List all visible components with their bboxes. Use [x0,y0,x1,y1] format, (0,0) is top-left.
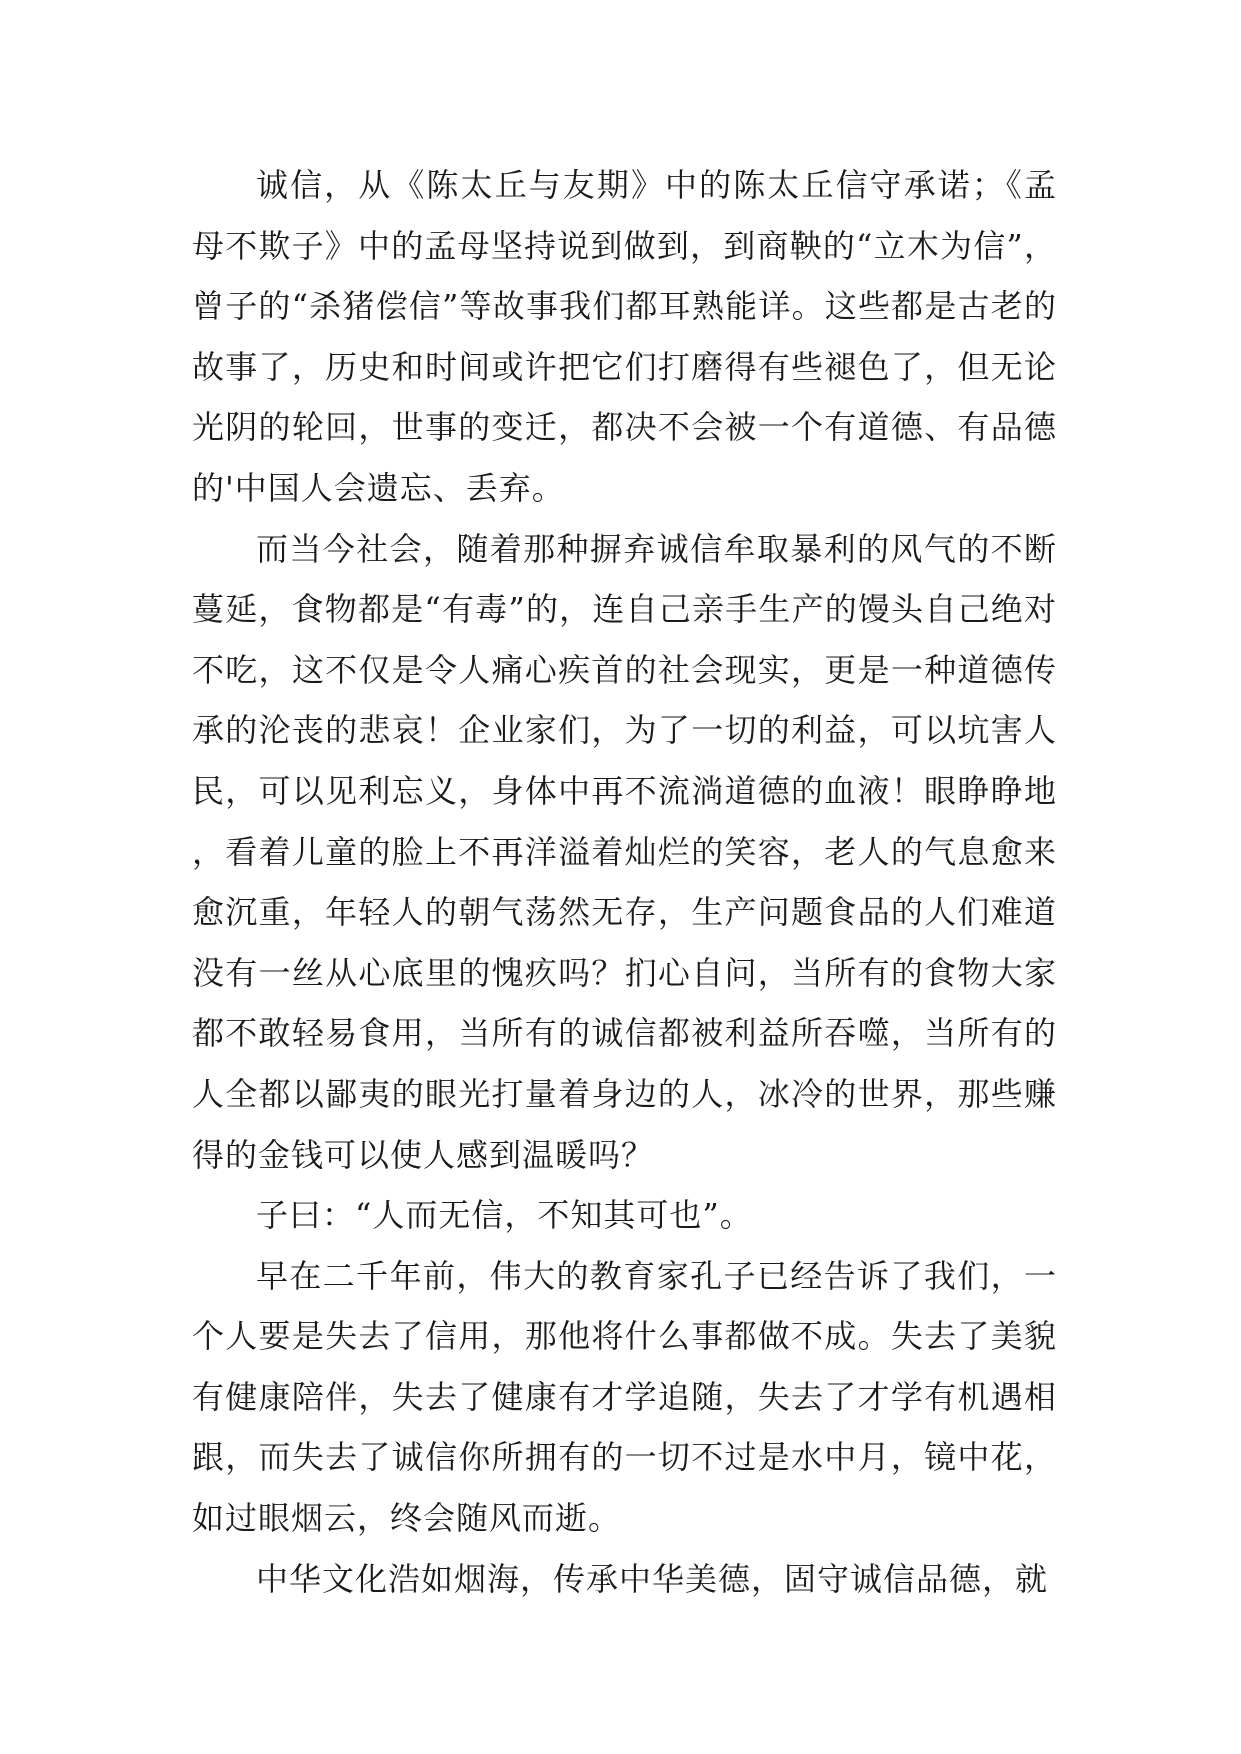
paragraph-5: 中华文化浩如烟海，传承中华美德，固守诚信品德，就 [256,1559,1049,1598]
paragraph-3: 子曰：“人而无信，不知其可也”。 [256,1196,753,1235]
paragraph-2: 而当今社会，随着那种摒弃诚信牟取暴利的风气的不断蔓延，食物都是“有毒”的，连自己亲手生产的馒头自己绝对不吃，这不仅是令人痛心疾首的社会现实，更是一种道德传承的沦丧的悲哀！企业家们，为了一切的利益，可以坑害人民，可以见利忘义，身体中再不流淌道德的血液！眼睁睁地，看着儿童的脸上不再洋溢着灿烂的笑容，老人的气息愈来愈沉重，年轻人的朝气荡然无存，生产问题食品的人们难道没有一丝从心底里的愧疚吗？扪心自问，当所有的食物大家都不敢轻易食用，当所有的诚信都被利益所吞噬，当所有的人全都以鄙夷的眼光打量着身边的人，冰冷的世界，那些赚得的金钱可以使人感到温暖吗？ [192,529,1057,1174]
paragraph-1: 诚信，从《陈太丘与友期》中的陈太丘信守承诺；《孟母不欺子》中的孟母坚持说到做到，到商鞅的“立木为信”，曾子的“杀猪偿信”等故事我们都耳熟能详。这些都是古老的故事了，历史和时间或许把它们打磨得有些褪色了，但无论光阴的轮回，世事的变迁，都决不会被一个有道德、有品德的'中国人会遗忘、丢弃。 [192,166,1057,507]
paragraph-4: 早在二千年前，伟大的教育家孔子已经告诉了我们，一个人要是失去了信用，那他将什么事都做不成。失去了美貌有健康陪伴，失去了健康有才学追随，失去了才学有机遇相跟，而失去了诚信你所拥有的一切不过是水中月，镜中花，如过眼烟云，终会随风而逝。 [192,1256,1057,1538]
document-body [192,155,1057,1609]
